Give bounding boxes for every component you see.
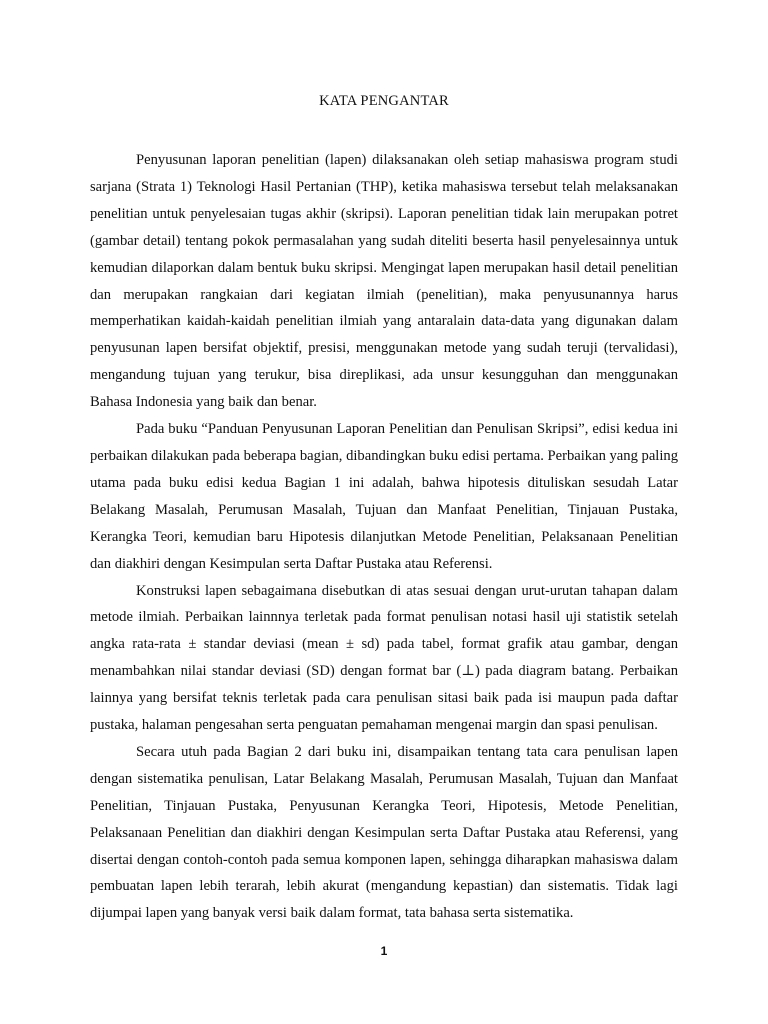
page-title: KATA PENGANTAR [319,93,449,109]
paragraph-3: Konstruksi lapen sebagaimana disebutkan di atas sesuai dengan urut-urutan tahapan dalam metode ilmiah. Perbaikan lainnnya terletak pada format penulisan notasi hasil uji statistik setelah angka rata-rata ± standar deviasi (mean ± sd) pada tabel, format grafik atau gambar, dengan menambahkan nilai standar deviasi (SD) dengan format bar (⊥) pada diagram batang. Perbaikan lainnya yang bersifat teknis terletak pada cara penulisan sitasi baik pada isi maupun pada daftar pustaka, halaman pengesahan serta penguatan pemahaman mengenai margin dan spasi penulisan. [90,582,678,734]
body-text [90,147,678,927]
page-number: 1 [380,944,388,958]
paragraph-1: Penyusunan laporan penelitian (lapen) dilaksanakan oleh setiap mahasiswa program studi sarjana (Strata 1) Teknologi Hasil Pertanian (THP), ketika mahasiswa tersebut telah melaksanakan penelitian untuk penyelesaian tugas akhir (skripsi). Laporan penelitian tidak lain merupakan potret (gambar detail) tentang pokok permasalahan yang sudah diteliti beserta hasil penyelesainnya untuk kemudian dilaporkan dalam bentuk buku skripsi. Mengingat lapen merupakan hasil detail penelitian dan merupakan rangkaian dari kegiatan ilmiah (penelitian), maka penyusunannya harus memperhatikan kaidah-kaidah penelitian ilmiah yang antaralain data-data yang digunakan dalam penyusunan lapen bersifat objektif, presisi, menggunakan metode yang sudah teruji (tervalidasi), mengandung tujuan yang terukur, bisa direplikasi, ada unsur kesungguhan dan menggunakan Bahasa Indonesia yang baik dan benar. [90,152,678,411]
paragraph-4: Secara utuh pada Bagian 2 dari buku ini, disampaikan tentang tata cara penulisan lapen dengan sistematika penulisan, Latar Belakang Masalah, Perumusan Masalah, Tujuan dan Manfaat Penelitian, Tinjauan Pustaka, Penyusunan Kerangka Teori, Hipotesis, Metode Penelitian, Pelaksanaan Penelitian dan diakhiri dengan Kesimpulan serta Daftar Pustaka atau Referensi, yang disertai dengan contoh-contoh pada semua komponen lapen, sehingga diharapkan mahasiswa dalam pembuatan lapen lebih terarah, lebih akurat (mengandung kepastian) dan sistematis. Tidak lagi dijumpai lapen yang banyak versi baik dalam format, tata bahasa serta sistematika. [90,743,678,922]
paragraph-2: Pada buku “Panduan Penyusunan Laporan Penelitian dan Penulisan Skripsi”, edisi kedua ini perbaikan dilakukan pada beberapa bagian, dibandingkan buku edisi pertama. Perbaikan yang paling utama pada buku edisi kedua Bagian 1 ini adalah, bahwa hipotesis dituliskan sesudah Latar Belakang Masalah, Perumusan Masalah, Tujuan dan Manfaat Penelitian, Tinjauan Pustaka, Kerangka Teori, kemudian baru Hipotesis dilanjutkan Metode Penelitian, Pelaksanaan Penelitian dan diakhiri dengan Kesimpulan serta Daftar Pustaka atau Referensi. [90,421,679,572]
